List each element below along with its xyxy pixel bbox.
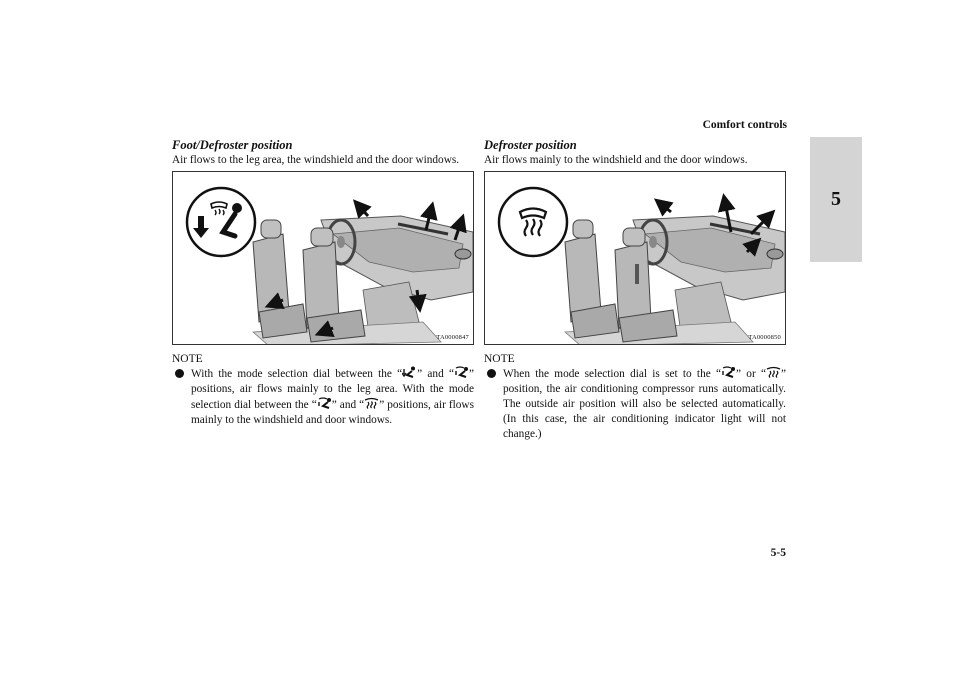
note-label: NOTE: [484, 353, 515, 365]
section-intro: Air flows mainly to the windshield and the door windows.: [484, 154, 748, 166]
defroster-section: [484, 138, 786, 442]
mode-dial-badge: [499, 188, 567, 256]
foot-mode-icon: [402, 366, 417, 378]
chapter-number: 5: [831, 188, 841, 210]
airflow-illustration: [172, 171, 474, 345]
note-item: [484, 366, 786, 442]
figure-code: TA0000847: [436, 334, 469, 341]
cabin-airflow-diagram: [485, 172, 786, 345]
airflow-illustration: [484, 171, 786, 345]
section-title: Foot/Defroster position: [172, 138, 293, 152]
note-text-1: When the mode selection dial is set to the “: [503, 368, 722, 380]
gear-lever: [635, 264, 639, 284]
section-title: Defroster position: [484, 138, 577, 152]
page-number: 5-5: [770, 547, 786, 559]
note-text-2: ” or “: [736, 368, 766, 380]
section-intro: Air flows to the leg area, the windshield and the door windows.: [172, 154, 460, 166]
note-text-1: With the mode selection dial between the “: [191, 368, 403, 380]
foot-defroster-section: [172, 138, 474, 428]
foot-defroster-mode-icon: [317, 397, 332, 409]
note-text-3: ” position, the air conditioning compressor runs automatically. The outside air position will also be selected automatically. (In this case, the air conditioning indicator light will not change.): [503, 368, 786, 440]
figure-code: TA0000850: [748, 334, 781, 341]
foot-defroster-mode-icon: [454, 366, 469, 378]
foot-defroster-mode-icon: [721, 366, 736, 378]
note-text-5: ” positions, air flows mainly to the windshield and door windows.: [191, 399, 474, 426]
note-text-3: ” positions, air flows mainly to the leg area. With the mode selection dial between the “: [191, 368, 474, 411]
bullet-icon: [487, 369, 496, 378]
mode-dial-badge: [187, 188, 255, 256]
note-text-2: ” and “: [417, 368, 454, 380]
bullet-icon: [175, 369, 184, 378]
note-label: NOTE: [172, 353, 203, 365]
defroster-mode-icon: [766, 366, 781, 378]
defroster-mode-icon: [364, 397, 379, 409]
cabin-airflow-diagram: [173, 172, 474, 345]
running-header: Comfort controls: [702, 119, 787, 131]
note-item: [172, 366, 474, 428]
note-text-4: ” and “: [331, 399, 365, 411]
chapter-tab: [810, 137, 862, 262]
